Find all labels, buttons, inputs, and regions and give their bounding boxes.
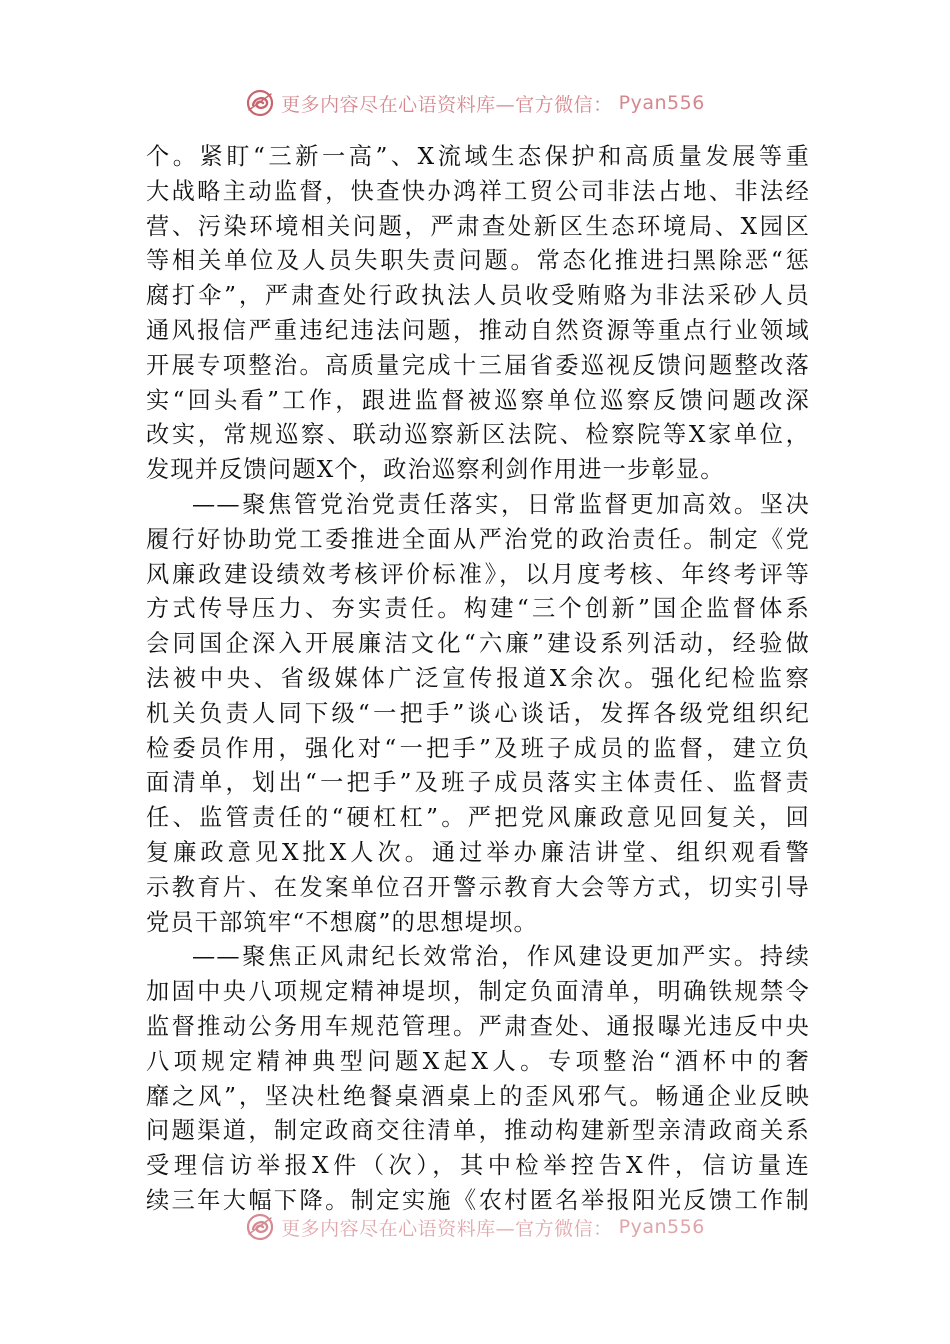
paragraph-line: 会同国企深入开展廉洁文化“六廉”建设系列活动，经验做 xyxy=(146,630,810,658)
swirl-seal-icon xyxy=(245,88,275,118)
paragraph-line: 方式传导压力、夯实责任。构建“三个创新”国企监督体系 xyxy=(146,595,810,623)
paragraph-line: 靡之风”，坚决杜绝餐桌酒桌上的歪风邪气。畅通企业反映 xyxy=(146,1082,810,1110)
watermark-wechat-id: Pyan556 xyxy=(618,92,705,114)
paragraph-line: 复廉政意见X批X人次。通过举办廉洁讲堂、组织观看警 xyxy=(146,838,810,866)
document-body xyxy=(146,140,810,1219)
paragraph-line: 开展专项整治。高质量完成十三届省委巡视反馈问题整改落 xyxy=(146,351,810,379)
paragraph-line: 加固中央八项规定精神堤坝，制定负面清单，明确铁规禁令 xyxy=(146,978,810,1006)
paragraph-line: 八项规定精神典型问题X起X人。专项整治“酒杯中的奢 xyxy=(146,1047,810,1075)
paragraph-line: 风廉政建设绩效考核评价标准》，以月度考核、年终考评等 xyxy=(146,560,810,588)
watermark-wechat-id: Pyan556 xyxy=(618,1216,705,1238)
paragraph-line: 发现并反馈问题X个，政治巡察利剑作用进一步彰显。 xyxy=(146,456,725,484)
paragraph-line: 改实，常规巡察、联动巡察新区法院、检察院等X家单位， xyxy=(146,421,810,449)
paragraph-line: 示教育片、在发案单位召开警示教育大会等方式，切实引导 xyxy=(146,873,810,901)
paragraph-line: 受理信访举报X件（次），其中检举控告X件，信访量连 xyxy=(146,1152,810,1180)
paragraph-line: 营、污染环境相关问题，严肃查处新区生态环境局、X园区 xyxy=(146,212,810,240)
watermark-footer xyxy=(0,1212,950,1242)
paragraph-line: 续三年大幅下降。制定实施《农村匿名举报阳光反馈工作制 xyxy=(146,1186,810,1214)
paragraph-line: ——聚焦管党治党责任落实，日常监督更加高效。坚决 xyxy=(192,490,810,518)
paragraph-line: 等相关单位及人员失职失责问题。常态化推进扫黑除恶“惩 xyxy=(146,247,810,275)
paragraph-line: 检委员作用，强化对“一把手”及班子成员的监督，建立负 xyxy=(146,734,810,762)
paragraph-line: 履行好协助党工委推进全面从严治党的政治责任。制定《党 xyxy=(146,525,810,553)
paragraph-line: 任、监管责任的“硬杠杠”。严把党风廉政意见回复关，回 xyxy=(146,804,810,832)
paragraph-line: ——聚焦正风肃纪长效常治，作风建设更加严实。持续 xyxy=(192,943,810,971)
watermark-text: 更多内容尽在心语资料库—官方微信： xyxy=(281,93,613,116)
paragraph-line: 大战略主动监督，快查快办鸿祥工贸公司非法占地、非法经 xyxy=(146,177,810,205)
paragraph-line: 通风报信严重违纪违法问题，推动自然资源等重点行业领域 xyxy=(146,316,810,344)
watermark-header xyxy=(0,88,950,118)
paragraph-line: 问题渠道，制定政商交往清单，推动构建新型亲清政商关系 xyxy=(146,1117,810,1145)
paragraph-line: 法被中央、省级媒体广泛宣传报道X余次。强化纪检监察 xyxy=(146,664,810,692)
paragraph-line: 个。紧盯“三新一高”、X流域生态保护和高质量发展等重 xyxy=(146,143,810,170)
paragraph-line: 党员干部筑牢“不想腐”的思想堤坝。 xyxy=(146,908,538,936)
swirl-seal-icon xyxy=(245,1212,275,1242)
watermark-text: 更多内容尽在心语资料库—官方微信： xyxy=(281,1217,613,1240)
paragraph-line: 面清单，划出“一把手”及班子成员落实主体责任、监督责 xyxy=(146,769,810,797)
paragraph-line: 腐打伞”，严肃查处行政执法人员收受贿赂为非法采砂人员 xyxy=(146,282,810,310)
paragraph-line: 实“回头看”工作，跟进监督被巡察单位巡察反馈问题改深 xyxy=(146,386,810,414)
paragraph-line: 监督推动公务用车规范管理。严肃查处、通报曝光违反中央 xyxy=(146,1012,810,1040)
paragraph-line: 机关负责人同下级“一把手”谈心谈话，发挥各级党组织纪 xyxy=(146,699,810,727)
